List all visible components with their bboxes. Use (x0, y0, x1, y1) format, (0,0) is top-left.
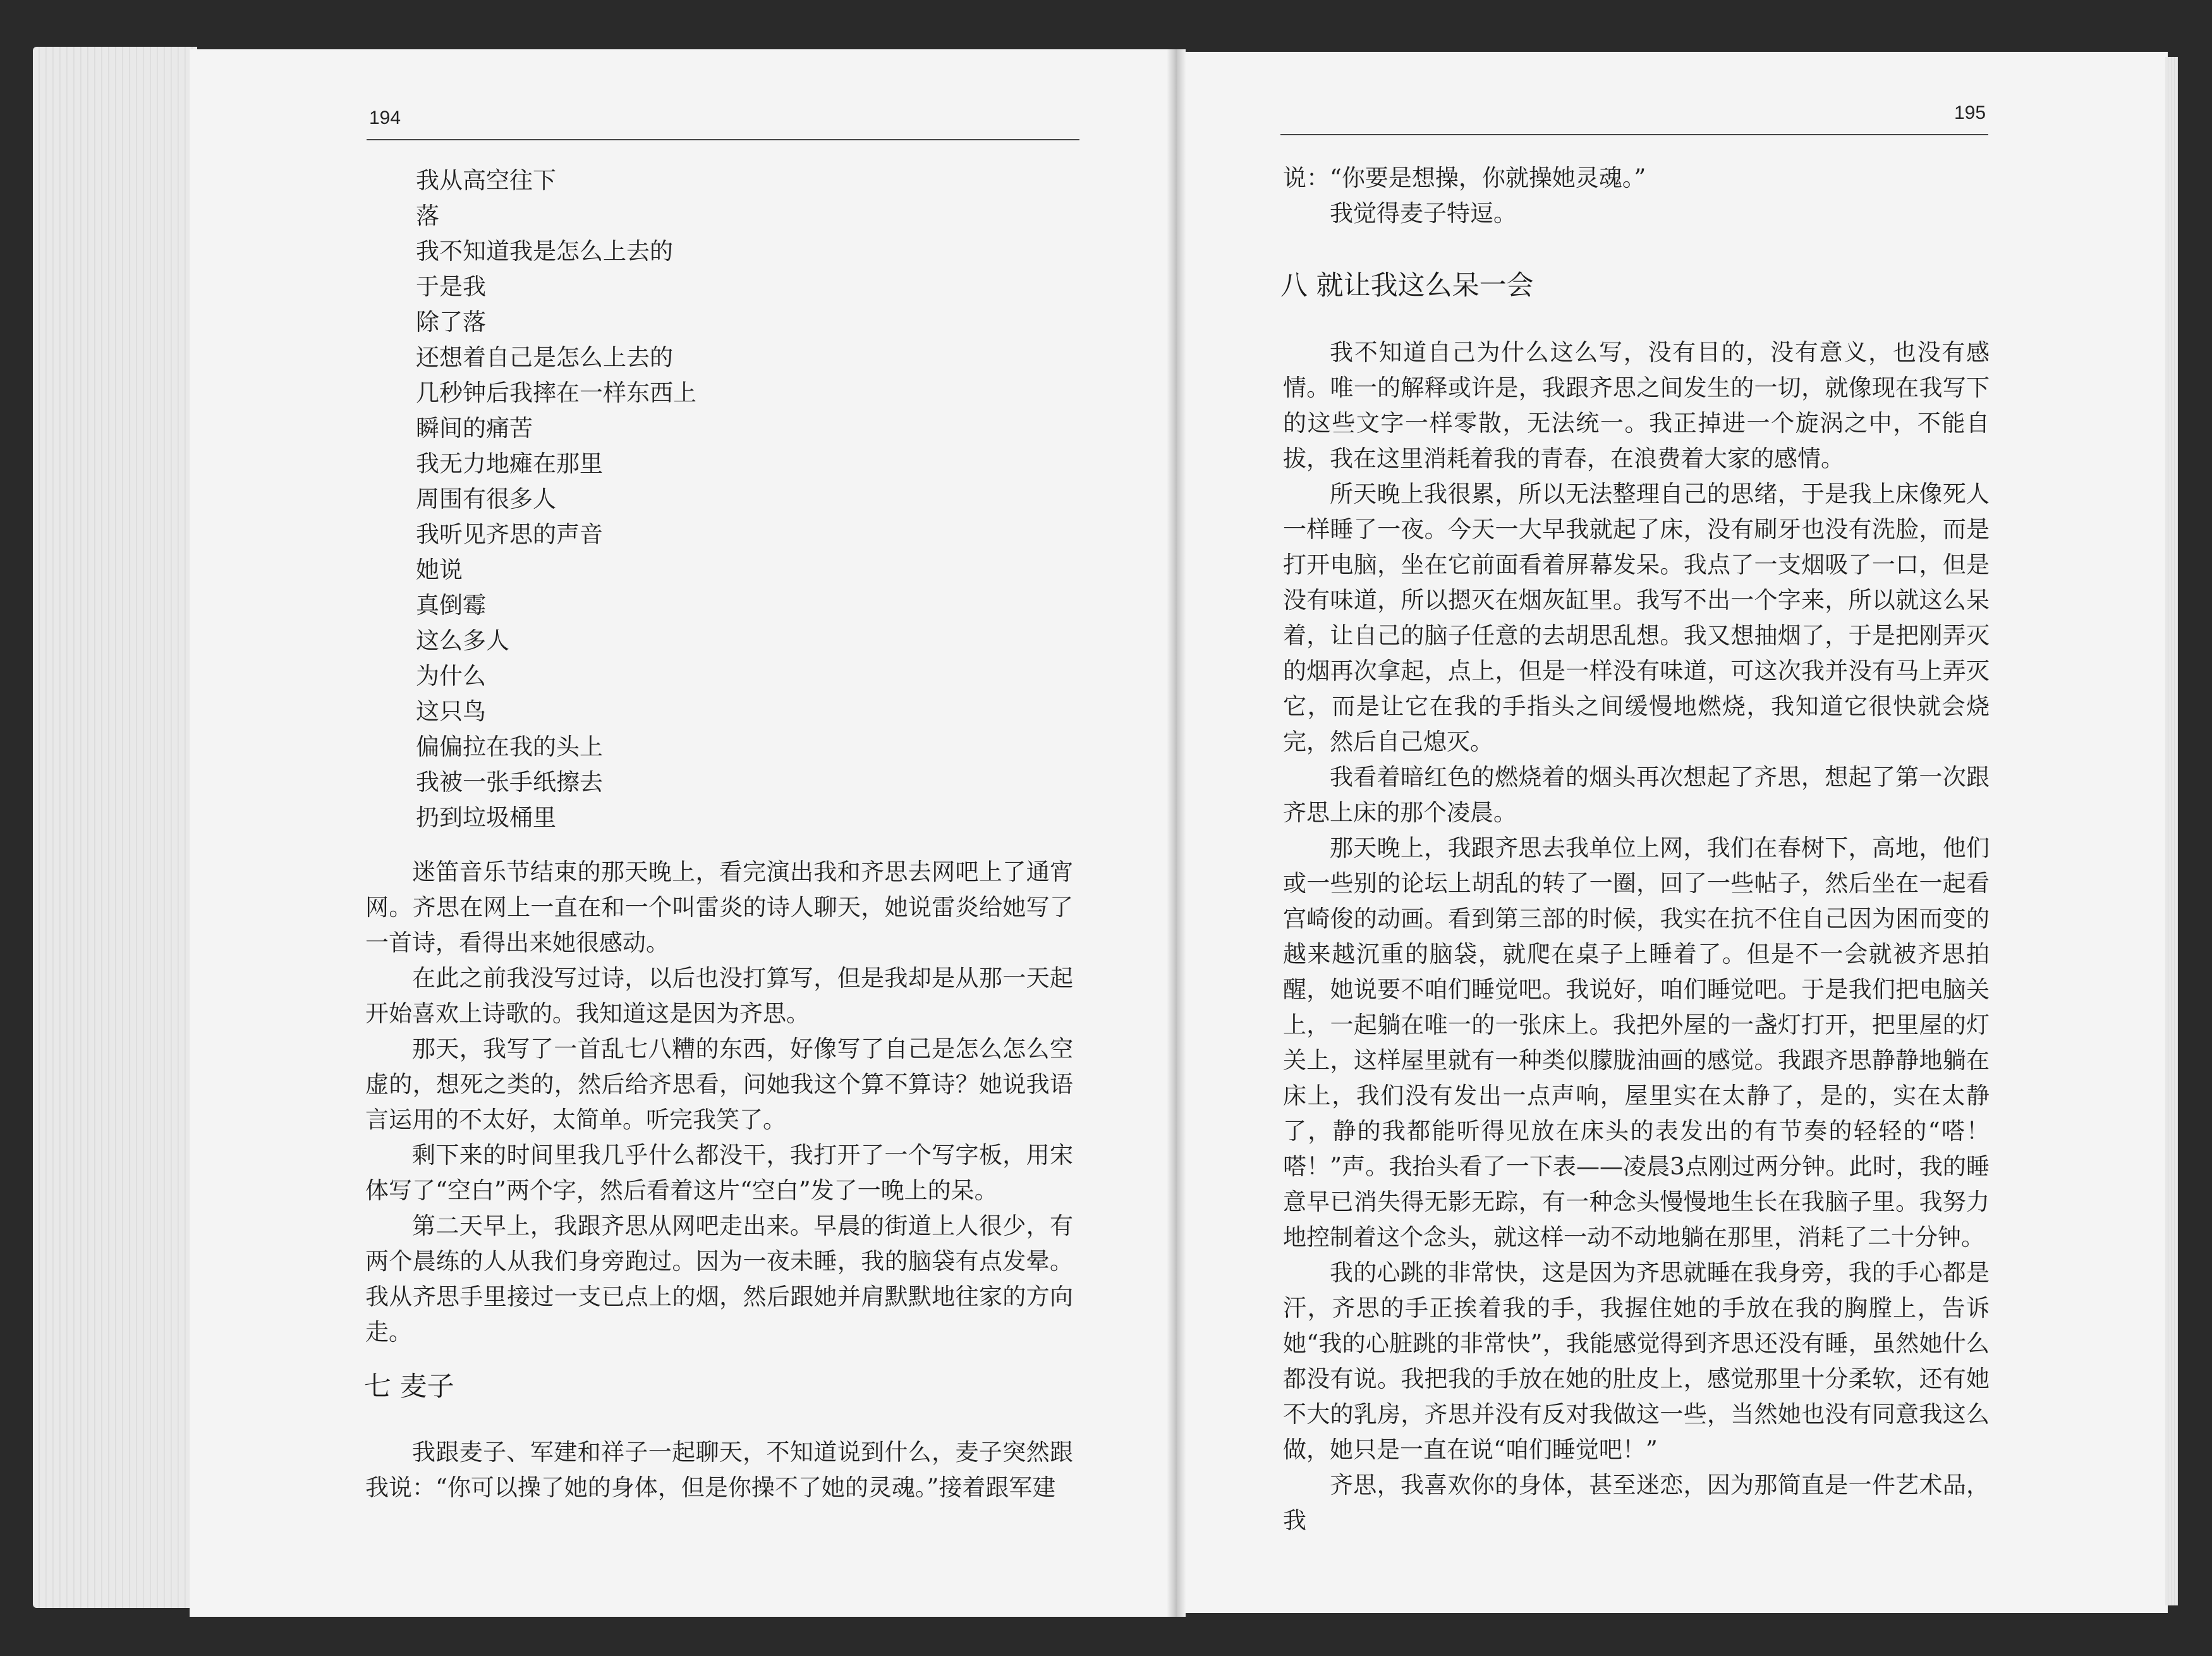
page-stack-edge (33, 47, 197, 1608)
paragraph: 在此之前我没写过诗，以后也没打算写，但是我却是从那一天起开始喜欢上诗歌的。我知道这是因为齐思。 (365, 965, 1073, 1027)
poem-line: 她说 (416, 556, 463, 583)
poem-line: 这只鸟 (416, 698, 486, 725)
poem-line: 除了落 (416, 308, 486, 336)
poem-line: 还想着自己是怎么上去的 (416, 344, 673, 371)
poem-line: 我从高空往下 (416, 167, 556, 194)
paragraph: 我的心跳的非常快，这是因为齐思就睡在我身旁，我的手心都是汗，齐思的手正挨着我的手，我握住她的手放在我的胸膛上，告诉她“我的心脏跳的非常快”，我能感觉得到齐思还没有睡，虽然她什么都没有说。我把我的手放在她的肚皮上，感觉那里十分柔软，还有她不大的乳房，齐思并没有反对我做这一些，当然她也没有同意我这么做，她只是一直在说“咱们睡觉吧！” (1283, 1259, 1990, 1463)
right-page-edge (2165, 57, 2178, 1605)
book-gutter (1167, 49, 1186, 1617)
paragraph: 我跟麦子、军建和祥子一起聊天，不知道说到什么，麦子突然跟我说：“你可以操了她的身体，但是你操不了她的灵魂。”接着跟军建 (365, 1439, 1073, 1501)
paragraph: 我不知道自己为什么这么写，没有目的，没有意义，也没有感情。唯一的解释或许是，我跟齐思之间发生的一切，就像现在我写下的这些文字一样零散，无法统一。我正掉进一个旋涡之中，不能自拔，我在这里消耗着我的青春，在浪费着大家的感情。 (1283, 339, 1990, 472)
poem-line: 为什么 (416, 662, 486, 690)
poem-line: 偏偏拉在我的头上 (416, 733, 603, 760)
left-section-text (365, 1435, 1073, 1506)
paragraph: 第二天早上，我跟齐思从网吧走出来。早晨的街道上人很少，有两个晨练的人从我们身旁跑过。因为一夜未睡，我的脑袋有点发晕。我从齐思手里接过一支已点上的烟，然后跟她并肩默默地往家的方向走。 (365, 1212, 1073, 1346)
poem-line: 我不知道我是怎么上去的 (416, 238, 673, 265)
poem-line: 扔到垃圾桶里 (416, 804, 556, 831)
left-header-rule (367, 139, 1079, 140)
paragraph: 说：“你要是想操，你就操她灵魂。” (1283, 164, 1646, 192)
paragraph: 我觉得麦子特逗。 (1330, 200, 1517, 227)
poem-line: 瞬间的痛苦 (416, 415, 533, 442)
poem-line: 于是我 (416, 273, 486, 300)
poem-line: 周围有很多人 (416, 485, 556, 513)
poem-line: 我无力地瘫在那里 (416, 450, 603, 477)
poem-line: 我听见齐思的声音 (416, 521, 603, 548)
poem-line: 落 (416, 202, 439, 229)
poem-line: 我被一张手纸擦去 (416, 769, 603, 796)
paragraph: 我看着暗红色的燃烧着的烟头再次想起了齐思，想起了第一次跟齐思上床的那个凌晨。 (1283, 764, 1990, 826)
poem-line: 这么多人 (416, 627, 509, 654)
paragraph: 那天，我写了一首乱七八糟的东西，好像写了自己是怎么怎么空虚的，想死之类的，然后给齐思看，问她我这个算不算诗？她说我语言运用的不太好，太简单。听完我笑了。 (365, 1035, 1073, 1133)
paragraph: 迷笛音乐节结束的那天晚上，看完演出我和齐思去网吧上了通宵网。齐思在网上一直在和一个叫雷炎的诗人聊天，她说雷炎给她写了一首诗，看得出来她很感动。 (365, 858, 1073, 956)
left-page-number: 194 (369, 107, 401, 128)
paragraph: 那天晚上，我跟齐思去我单位上网，我们在春树下，高地，他们或一些别的论坛上胡乱的转了一圈，回了一些帖子，然后坐在一起看宫崎俊的动画。看到第三部的时候，我实在抗不住自己因为困而变的越来越沉重的脑袋，就爬在桌子上睡着了。但是不一会就被齐思拍醒，她说要不咱们睡觉吧。我说好，咱们睡觉吧。于是我们把电脑关上，一起躺在唯一的一张床上。我把外屋的一盏灯打开，把里屋的灯关上，这样屋里就有一种类似朦胧油画的感觉。我跟齐思静静地躺在床上，我们没有发出一点声响，屋里实在太静了，是的，实在太静了，静的我都能听得见放在床头的表发出的有节奏的轻轻的“嗒！嗒！”声。我抬头看了一下表——凌晨3点刚过两分钟。此时，我的睡意早已消失得无影无踪，有一种念头慢慢地生长在我脑子里。我努力地控制着这个念头，就这样一动不动地躺在那里，消耗了二十分钟。 (1283, 834, 1990, 1251)
left-body-text (365, 855, 1073, 1350)
right-body-text (1283, 335, 1990, 1538)
right-top-text (1283, 161, 1990, 231)
paragraph: 齐思，我喜欢你的身体，甚至迷恋，因为那简直是一件艺术品，我 (1283, 1471, 1990, 1534)
right-page-number: 195 (1954, 102, 1986, 123)
paragraph: 剩下来的时间里我几乎什么都没干，我打开了一个写字板，用宋体写了“空白”两个字，然后看着这片“空白”发了一晚上的呆。 (365, 1142, 1073, 1204)
section-heading-7: 七 麦子 (364, 1371, 454, 1403)
section-heading-8: 八 就让我这么呆一会 (1280, 270, 1534, 301)
right-header-rule (1280, 134, 1988, 135)
poem-line: 几秒钟后我摔在一样东西上 (416, 379, 696, 406)
poem (416, 163, 985, 836)
poem-line: 真倒霉 (416, 592, 486, 619)
paragraph: 所天晚上我很累，所以无法整理自己的思绪，于是我上床像死人一样睡了一夜。今天一大早我就起了床，没有刷牙也没有洗脸，而是打开电脑，坐在它前面看着屏幕发呆。我点了一支烟吸了一口，但是没有味道，所以摁灭在烟灰缸里。我写不出一个字来，所以就这么呆着，让自己的脑子任意的去胡思乱想。我又想抽烟了，于是把刚弄灭的烟再次拿起，点上，但是一样没有味道，可这次我并没有马上弄灭它，而是让它在我的手指头之间缓慢地燃烧，我知道它很快就会烧完，然后自己熄灭。 (1283, 480, 1990, 755)
